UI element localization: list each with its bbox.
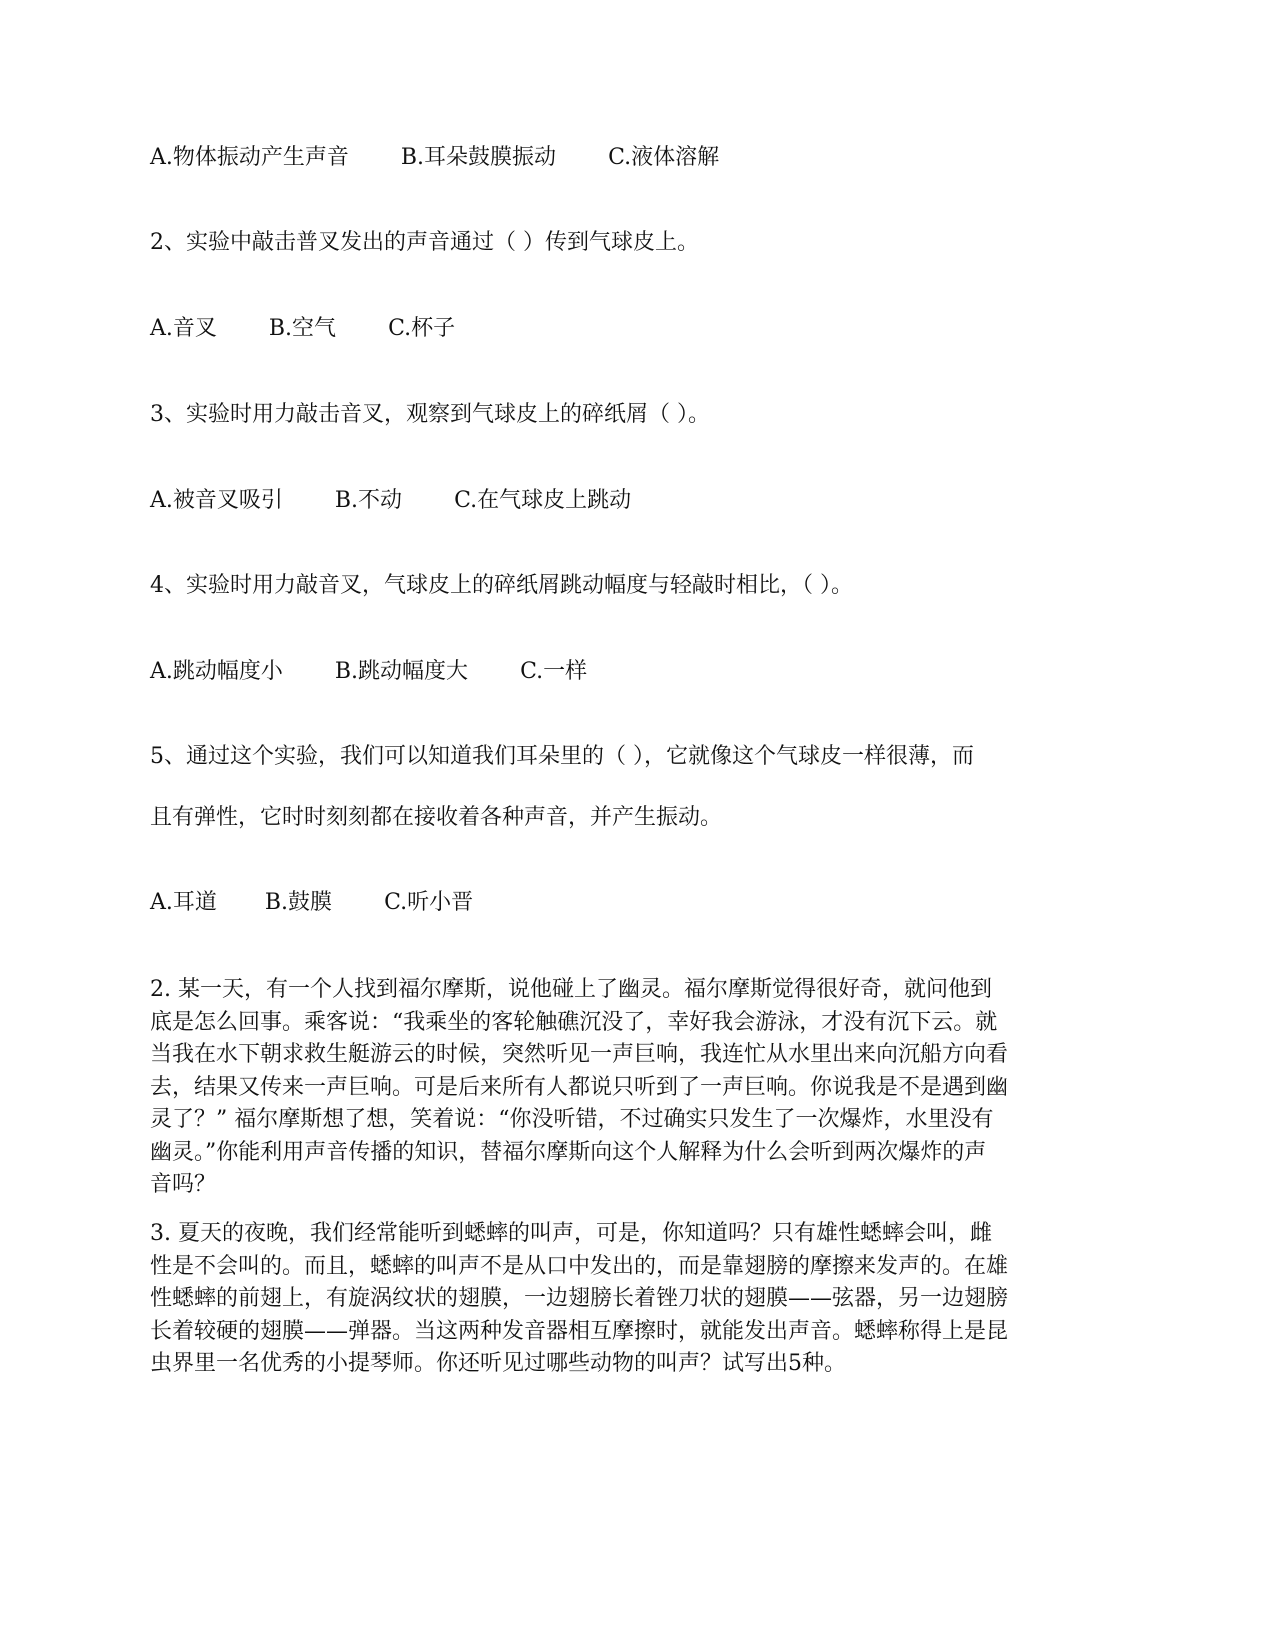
section-2-line: 2. 某一天，有一个人找到福尔摩斯，说他碰上了幽灵。福尔摩斯觉得很好奇，就问他到 bbox=[150, 977, 992, 1002]
q5-options bbox=[150, 888, 473, 918]
section-3-line: 3. 夏天的夜晚，我们经常能听到蟋蟀的叫声，可是，你知道吗？只有雄性蟋蟀会叫，雌 bbox=[150, 1221, 992, 1246]
q2-question: 2、实验中敲击普叉发出的声音通过（ ）传到气球皮上。 bbox=[150, 230, 699, 255]
q3-option-c: C.在气球皮上跳动 bbox=[454, 488, 632, 513]
q5-option-c: C.听小晋 bbox=[384, 890, 474, 915]
q3-option-b: B.不动 bbox=[334, 488, 403, 513]
q3-option-a: A.被音叉吸引 bbox=[150, 488, 283, 513]
section-3-line: 长着较硬的翅膜——弹器。当这两种发音器相互摩擦时，就能发出声音。蟋蟀称得上是昆 bbox=[150, 1318, 1009, 1344]
q4-options bbox=[150, 657, 587, 687]
q2-option-c: C.杯子 bbox=[388, 316, 456, 341]
section-3-line: 性是不会叫的。而且，蟋蟀的叫声不是从口中发出的，而是靠翅膀的摩擦来发声的。在雄 bbox=[150, 1253, 1009, 1279]
q1-option-a: A.物体振动产生声音 bbox=[150, 145, 349, 170]
q5-option-a: A.耳道 bbox=[150, 890, 217, 915]
q2-option-a: A.音叉 bbox=[150, 316, 217, 341]
q5-question-line-2: 且有弹性，它时时刻刻都在接收着各种声音，并产生振动。 bbox=[150, 805, 723, 830]
section-2-paragraph bbox=[150, 974, 1130, 1202]
q2-options bbox=[150, 314, 455, 344]
section-2-line: 灵了？” 福尔摩斯想了想，笑着说：“你没听错，不过确实只发生了一次爆炸，水里没有 bbox=[150, 1107, 994, 1132]
q1-option-c: C.液体溶解 bbox=[608, 145, 720, 170]
section-2-line: 去，结果又传来一声巨响。可是后来所有人都说只听到了一声巨响。你说我是不是遇到幽 bbox=[150, 1074, 1009, 1100]
q2-option-b: B.空气 bbox=[268, 316, 337, 341]
section-2-line: 底是怎么回事。乘客说：“我乘坐的客轮触礁沉没了，幸好我会游泳，才没有沉下云。就 bbox=[150, 1009, 998, 1035]
q5-option-b: B.鼓膜 bbox=[264, 890, 333, 915]
section-3-line: 虫界里一名优秀的小提琴师。你还听见过哪些动物的叫声？试写出5种。 bbox=[150, 1351, 846, 1376]
q4-option-b: B.跳动幅度大 bbox=[334, 659, 469, 684]
section-3-paragraph bbox=[150, 1218, 1130, 1381]
q3-question: 3、实验时用力敲击音叉，观察到气球皮上的碎纸屑（ ）。 bbox=[150, 402, 710, 427]
section-2-line: 当我在水下朝求救生艇游云的时候，突然听见一声巨响，我连忙从水里出来向沉船方向看 bbox=[150, 1042, 1009, 1067]
q4-option-a: A.跳动幅度小 bbox=[150, 659, 283, 684]
q4-option-c: C.一样 bbox=[520, 659, 588, 684]
q1-option-b: B.耳朵鼓膜振动 bbox=[400, 145, 557, 170]
q5-question-line-1: 5、通过这个实验，我们可以知道我们耳朵里的（ ），它就像这个气球皮一样很薄，而 bbox=[150, 744, 974, 769]
section-2-line: 音吗？ bbox=[150, 1172, 217, 1197]
section-3-line: 性蟋蟀的前翅上，有旋涡纹状的翅膜，一边翅膀长着锉刀状的翅膜——弦器，另一边翅膀 bbox=[150, 1286, 1009, 1311]
q1-options bbox=[150, 143, 719, 173]
section-2-line: 幽灵。”你能利用声音传播的知识，替福尔摩斯向这个人解释为什么会听到两次爆炸的声 bbox=[150, 1139, 987, 1165]
q3-options bbox=[150, 486, 631, 516]
q4-question: 4、实验时用力敲音叉，气球皮上的碎纸屑跳动幅度与轻敲时相比，（ ）。 bbox=[150, 573, 853, 598]
